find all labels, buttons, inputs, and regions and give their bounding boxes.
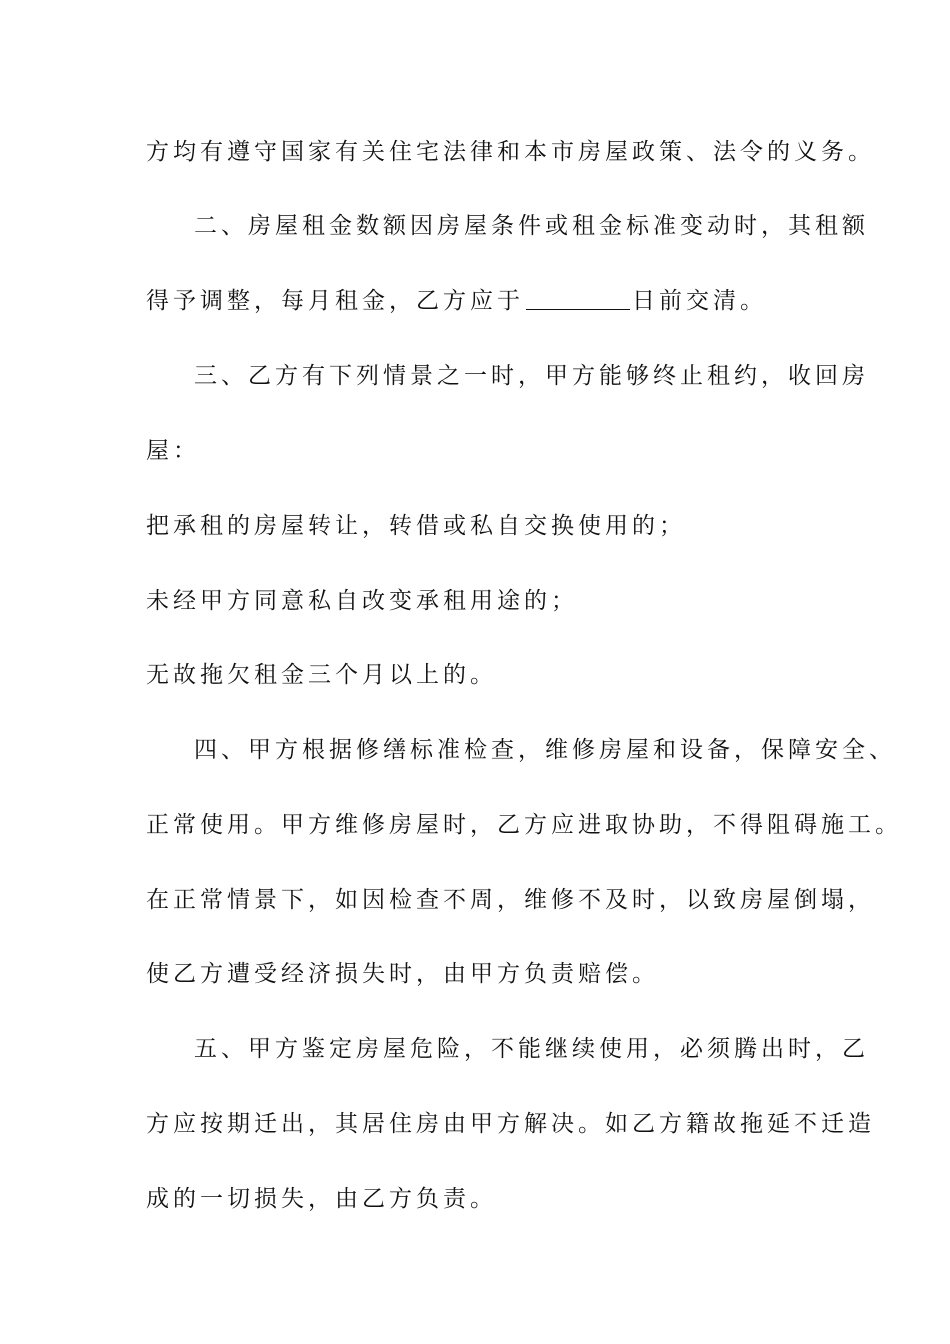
clause-four-heading-line: 四、甲方根据修缮标准检查，维修房屋和设备，保障安全、	[194, 737, 896, 763]
rent-payment-text-end: 日前交清。	[632, 288, 767, 314]
paragraph-line: 成的一切损失，由乙方负责。	[146, 1186, 497, 1212]
clause-three-heading-line: 三、乙方有下列情景之一时，甲方能够终止租约，收回房	[194, 363, 869, 389]
paragraph-line: 方应按期迁出，其居住房由甲方解决。如乙方籍故拖延不迁造	[146, 1111, 875, 1137]
list-item: 无故拖欠租金三个月以上的。	[146, 662, 497, 688]
payment-date-blank	[526, 289, 630, 310]
clause-two-heading-line: 二、房屋租金数额因房屋条件或租金标准变动时，其租额	[194, 213, 869, 239]
paragraph-line: 使乙方遭受经济损失时，由甲方负责赔偿。	[146, 961, 659, 987]
paragraph-line: 正常使用。甲方维修房屋时，乙方应进取协助，不得阻碍施工。	[146, 812, 902, 838]
rent-payment-line	[146, 286, 767, 316]
paragraph-line: 方均有遵守国家有关住宅法律和本市房屋政策、法令的义务。	[146, 139, 875, 165]
clause-five-heading-line: 五、甲方鉴定房屋危险，不能继续使用，必须腾出时，乙	[194, 1036, 869, 1062]
list-item: 把承租的房屋转让，转借或私自交换使用的；	[146, 513, 686, 539]
paragraph-line: 屋：	[146, 438, 200, 464]
list-item: 未经甲方同意私自改变承租用途的；	[146, 588, 578, 614]
paragraph-line: 在正常情景下，如因检查不周，维修不及时，以致房屋倒塌，	[146, 887, 875, 913]
rent-payment-text: 得予调整，每月租金，乙方应于	[146, 288, 524, 314]
